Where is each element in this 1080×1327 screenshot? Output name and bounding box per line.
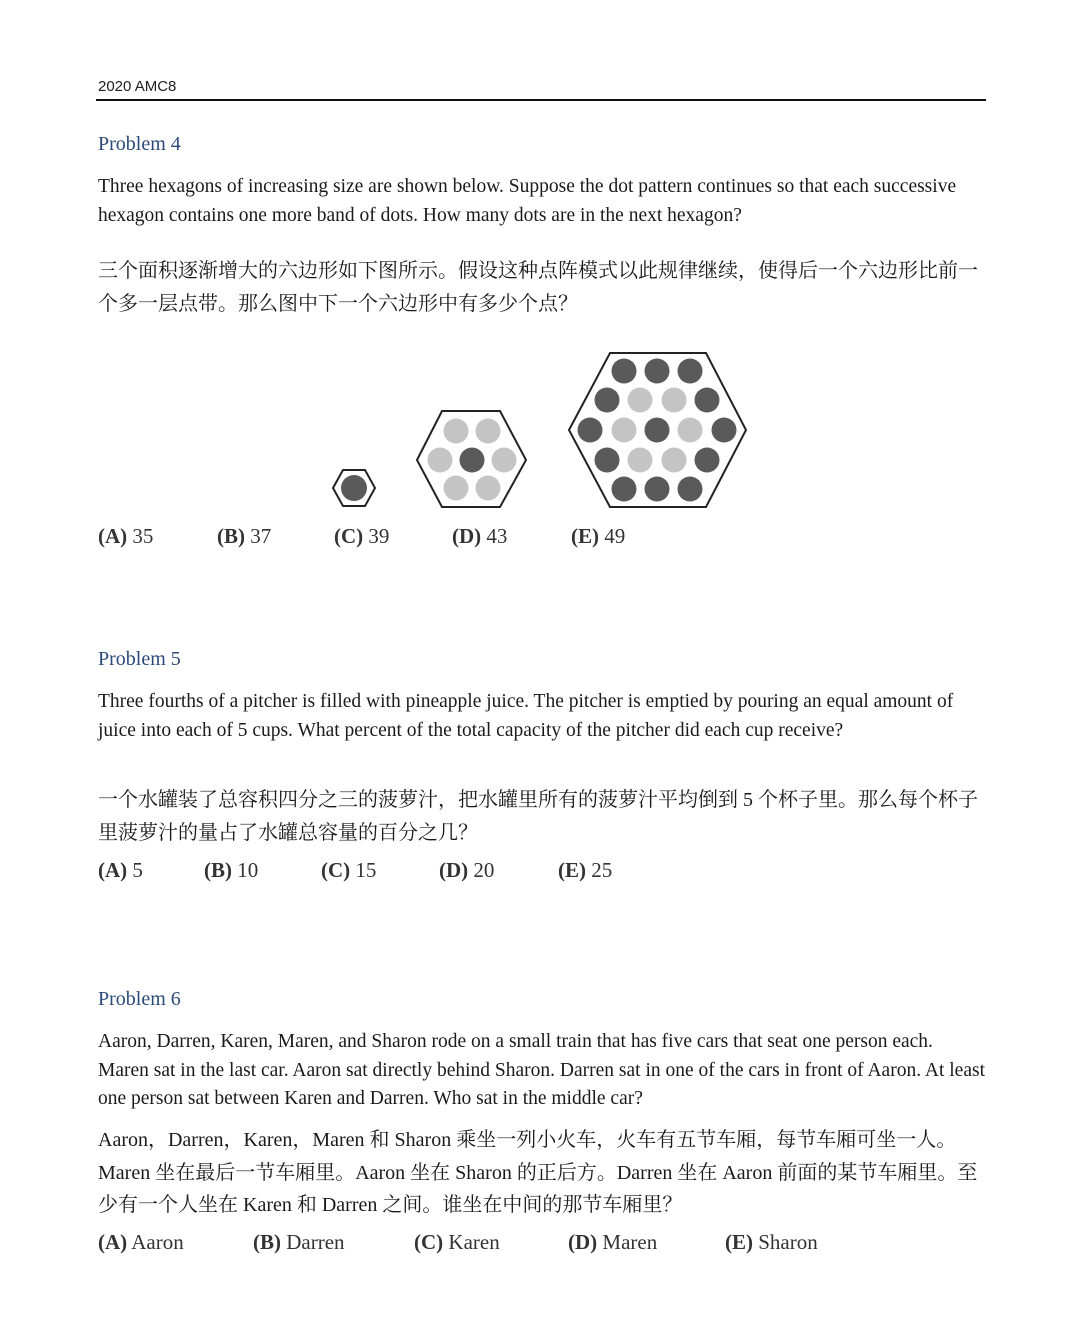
problem-5-english: Three fourths of a pitcher is filled with pineapple juice. The pitcher is emptied by pouring an equal amount of juice into each of 5 cups. What percent of the total capacity of the pitcher did each cup receive? xyxy=(98,691,954,741)
problem-4-title: Problem 4 xyxy=(98,133,181,155)
problem-5-chinese: 一个水罐装了总容积四分之三的菠萝汁，把水罐里所有的菠萝汁平均倒到 5 个杯子里。那么每个杯子里菠萝汁的量占了水罐总容量的百分之几？ xyxy=(98,789,978,844)
problem-5-title: Problem 5 xyxy=(98,648,181,670)
choice-d: (D) Maren xyxy=(568,1230,658,1254)
header-rule xyxy=(96,99,986,101)
choice-a: (A) 5 xyxy=(98,858,143,882)
choice-e: (E) Sharon xyxy=(725,1230,818,1254)
choice-c: (C) 39 xyxy=(334,524,390,548)
problem-4-english: Three hexagons of increasing size are shown below. Suppose the dot pattern continues so that each successive hexagon contains one more band of dots. How many dots are in the next hexagon? xyxy=(98,176,957,226)
choice-d: (D) 43 xyxy=(452,524,508,548)
problem-6-chinese: Aaron，Darren，Karen，Maren 和 Sharon 乘坐一列小火车，火车有五节车厢，每节车厢可坐一人。Maren 坐在最后一节车厢里。Aaron 坐在 Sharon 的正后方。Darren 坐在 Aaron 前面的某节车厢里。至少有一个人坐在 Karen 和 Darren 之间。谁坐在中间的那节车厢里？ xyxy=(98,1129,978,1216)
problem-4-chinese: 三个面积逐渐增大的六边形如下图所示。假设这种点阵模式以此规律继续，使得后一个六边形比前一个多一层点带。那么图中下一个六边形中有多少个点？ xyxy=(98,260,978,315)
problem-6-title: Problem 6 xyxy=(98,988,181,1010)
choice-d: (D) 20 xyxy=(439,858,495,882)
hexagon-1-dot xyxy=(341,475,367,501)
choice-b: (B) Darren xyxy=(253,1230,345,1254)
choice-b: (B) 10 xyxy=(204,858,259,882)
choice-a: (A) Aaron xyxy=(98,1230,184,1254)
choice-c: (C) 15 xyxy=(321,858,377,882)
choice-c: (C) Karen xyxy=(414,1230,500,1254)
page-header: 2020 AMC8 xyxy=(98,78,177,95)
problem-6-english: Aaron, Darren, Karen, Maren, and Sharon rode on a small train that has five cars that seat one person each. Maren sat in the last car. Aaron sat directly behind Sharon. Darren sat in one of the cars in front of Aaron. At least one person sat between Karen and Darren. Who sat in the middle car? xyxy=(98,1031,985,1109)
choice-e: (E) 25 xyxy=(558,858,613,882)
choice-a: (A) 35 xyxy=(98,524,154,548)
choice-e: (E) 49 xyxy=(571,524,626,548)
hexagon-dot-figure xyxy=(320,345,760,515)
choice-b: (B) 37 xyxy=(217,524,272,548)
